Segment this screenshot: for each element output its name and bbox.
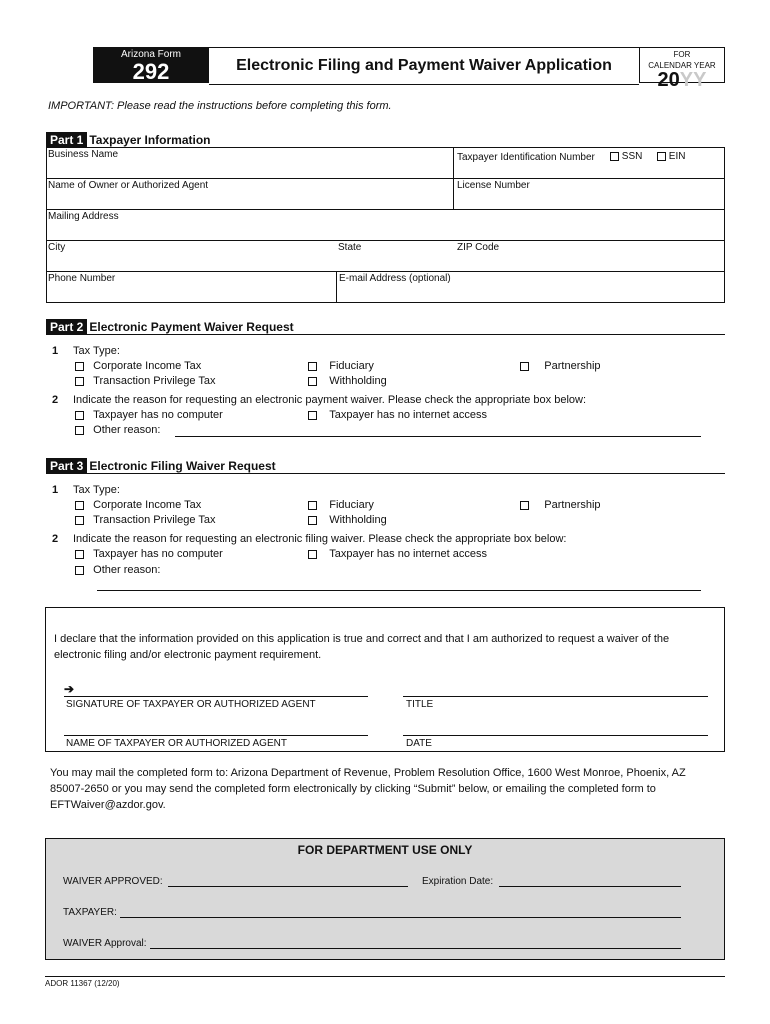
- part1-header: [46, 133, 211, 147]
- p2-no-internet-label: Taxpayer has no internet access: [329, 409, 487, 421]
- p3-tpt-checkbox[interactable]: [75, 516, 84, 525]
- p2-q2-number: 2: [52, 394, 59, 406]
- mailing-instructions: You may mail the completed form to: Arizona Department of Revenue, Problem Resolution Office, 1600 West Monroe, Phoenix, AZ 85007-2650 or you may send the completed form electronically by clicking “Submit” below, or emailing the completed form to EFTWaiver@azdor.gov.: [50, 767, 686, 811]
- name-label: NAME OF TAXPAYER OR AUTHORIZED AGENT: [66, 738, 287, 749]
- footer-rule: [45, 976, 725, 977]
- p3-tpt-option[interactable]: [75, 514, 215, 526]
- p3-other-reason-line[interactable]: [97, 590, 701, 591]
- p3-withholding-checkbox[interactable]: [308, 516, 317, 525]
- p2-corp-label: Corporate Income Tax: [93, 360, 202, 372]
- p3-corp-label: Corporate Income Tax: [93, 499, 202, 511]
- ssn-label: SSN: [621, 151, 643, 162]
- p3-fiduciary-label: Fiduciary: [329, 499, 374, 511]
- p2-withholding-checkbox[interactable]: [308, 377, 317, 386]
- part3-tag: Part 3: [46, 458, 87, 474]
- p3-other-checkbox[interactable]: [75, 566, 84, 575]
- year-label-1: FOR: [673, 50, 691, 59]
- p3-withholding-option[interactable]: [308, 514, 387, 526]
- p3-q2-label: Indicate the reason for requesting an electronic filing waiver. Please check the appropriate box below:: [73, 533, 567, 545]
- part1-title: Taxpayer Information: [89, 133, 211, 147]
- declaration-text: I declare that the information provided on this application is true and correct and that I am authorized to request a waiver of the electronic filing and/or electronic payment requirement.: [54, 633, 670, 661]
- p2-q1-number: 1: [52, 345, 59, 357]
- p2-partnership-label: Partnership: [544, 360, 601, 372]
- important-note: IMPORTANT: Please read the instructions before completing this form.: [48, 100, 392, 112]
- p3-no-computer-option[interactable]: [75, 548, 223, 560]
- col-divider: [453, 147, 454, 209]
- row-divider: [46, 209, 725, 210]
- p3-withholding-label: Withholding: [329, 514, 387, 526]
- zip-field[interactable]: ZIP Code: [457, 242, 500, 253]
- p2-corp-checkbox[interactable]: [75, 362, 84, 371]
- form-number-box: [93, 47, 209, 83]
- p3-no-computer-label: Taxpayer has no computer: [93, 548, 223, 560]
- license-number-field[interactable]: License Number: [457, 180, 530, 191]
- phone-field[interactable]: Phone Number: [48, 273, 116, 284]
- p2-withholding-option[interactable]: [308, 375, 387, 387]
- p2-other-option[interactable]: [75, 424, 160, 436]
- name-line[interactable]: [64, 735, 368, 736]
- p2-other-reason-line[interactable]: [175, 436, 701, 437]
- p3-partnership-label: Partnership: [544, 499, 601, 511]
- year-value[interactable]: [640, 70, 724, 90]
- p2-q2-label: Indicate the reason for requesting an electronic payment waiver. Please check the appropriate box below:: [73, 394, 587, 406]
- state-field[interactable]: State: [338, 242, 362, 253]
- part3-header: [46, 459, 276, 473]
- part3-title: Electronic Filing Waiver Request: [89, 459, 276, 473]
- waiver-approved-label: WAIVER APPROVED:: [63, 876, 163, 887]
- p3-fiduciary-checkbox[interactable]: [308, 501, 317, 510]
- year-label-2: CALENDAR YEAR: [648, 61, 716, 70]
- part2-title: Electronic Payment Waiver Request: [89, 320, 294, 334]
- taxpayer-line[interactable]: [120, 917, 681, 918]
- waiver-approval-line[interactable]: [150, 948, 681, 949]
- declaration-box: [45, 607, 725, 752]
- p2-other-label: Other reason:: [93, 424, 161, 436]
- title-label: TITLE: [406, 699, 434, 710]
- business-name-field[interactable]: Business Name: [48, 149, 119, 160]
- year-prefix: 20: [657, 69, 680, 91]
- date-line[interactable]: [403, 735, 708, 736]
- signature-line[interactable]: [64, 696, 368, 697]
- part2-rule: [46, 334, 725, 335]
- p3-corp-option[interactable]: [75, 499, 201, 511]
- p2-no-internet-checkbox[interactable]: [308, 411, 317, 420]
- mailing-address-field[interactable]: Mailing Address: [48, 211, 119, 222]
- p2-fiduciary-label: Fiduciary: [329, 360, 374, 372]
- title-line[interactable]: [403, 696, 708, 697]
- p3-partnership-option[interactable]: [520, 499, 601, 511]
- p3-other-option[interactable]: [75, 564, 160, 576]
- p2-no-computer-checkbox[interactable]: [75, 411, 84, 420]
- p3-no-internet-label: Taxpayer has no internet access: [329, 548, 487, 560]
- p3-q2-number: 2: [52, 533, 59, 545]
- city-field[interactable]: City: [48, 242, 66, 253]
- taxpayer-label: TAXPAYER:: [63, 907, 117, 918]
- col-divider: [336, 271, 337, 303]
- part1-tag: Part 1: [46, 132, 87, 148]
- p3-other-label: Other reason:: [93, 564, 161, 576]
- form-title: Electronic Filing and Payment Waiver Application: [209, 47, 639, 85]
- p3-no-internet-option[interactable]: [308, 548, 487, 560]
- p2-no-computer-label: Taxpayer has no computer: [93, 409, 223, 421]
- p3-corp-checkbox[interactable]: [75, 501, 84, 510]
- p2-fiduciary-checkbox[interactable]: [308, 362, 317, 371]
- row-divider: [46, 178, 725, 179]
- owner-name-field[interactable]: Name of Owner or Authorized Agent: [48, 180, 209, 191]
- signature-arrow-icon: ➔: [64, 682, 75, 696]
- year-suffix: YY: [679, 69, 707, 91]
- p2-withholding-label: Withholding: [329, 375, 387, 387]
- p3-no-computer-checkbox[interactable]: [75, 550, 84, 559]
- p3-fiduciary-option[interactable]: [308, 499, 374, 511]
- p2-tpt-option[interactable]: [75, 375, 215, 387]
- ssn-checkbox[interactable]: [610, 152, 619, 161]
- form-number: 292: [132, 59, 170, 84]
- p2-other-checkbox[interactable]: [75, 426, 84, 435]
- p3-tpt-label: Transaction Privilege Tax: [93, 514, 216, 526]
- row-divider: [46, 240, 725, 241]
- waiver-approved-line[interactable]: [168, 886, 408, 887]
- year-box: [639, 47, 725, 91]
- form-code: ADOR 11367 (12/20): [45, 979, 120, 988]
- p2-tpt-checkbox[interactable]: [75, 377, 84, 386]
- row-divider: [46, 271, 725, 272]
- form-label: Arizona Form: [120, 49, 181, 60]
- part2-header: [46, 320, 294, 334]
- p2-tpt-label: Transaction Privilege Tax: [93, 375, 216, 387]
- p3-no-internet-checkbox[interactable]: [308, 550, 317, 559]
- p2-partnership-option[interactable]: [520, 360, 601, 372]
- part2-tag: Part 2: [46, 319, 87, 335]
- date-label: DATE: [406, 738, 432, 749]
- p2-corp-option[interactable]: [75, 360, 201, 372]
- p2-no-internet-option[interactable]: [308, 409, 487, 421]
- ssn-option[interactable]: [610, 151, 642, 162]
- email-field[interactable]: E-mail Address (optional): [339, 273, 451, 284]
- p2-fiduciary-option[interactable]: [308, 360, 374, 372]
- p3-partnership-checkbox[interactable]: [520, 501, 529, 510]
- p2-partnership-checkbox[interactable]: [520, 362, 529, 371]
- p2-no-computer-option[interactable]: [75, 409, 223, 421]
- tin-field[interactable]: Taxpayer Identification Number: [457, 152, 595, 163]
- ein-checkbox[interactable]: [657, 152, 666, 161]
- signature-label: SIGNATURE OF TAXPAYER OR AUTHORIZED AGENT: [66, 699, 316, 710]
- department-use-title: FOR DEPARTMENT USE ONLY: [297, 843, 473, 857]
- ein-option[interactable]: [657, 151, 685, 162]
- department-use-box: [45, 838, 725, 960]
- part3-rule: [46, 473, 725, 474]
- p3-q1-number: 1: [52, 484, 59, 496]
- p2-q1-label: Tax Type:: [73, 345, 120, 357]
- expiration-date-label: Expiration Date:: [422, 876, 494, 887]
- expiration-date-line[interactable]: [499, 886, 681, 887]
- waiver-approval-label: WAIVER Approval:: [63, 938, 147, 949]
- p3-q1-label: Tax Type:: [73, 484, 120, 496]
- ein-label: EIN: [668, 151, 686, 162]
